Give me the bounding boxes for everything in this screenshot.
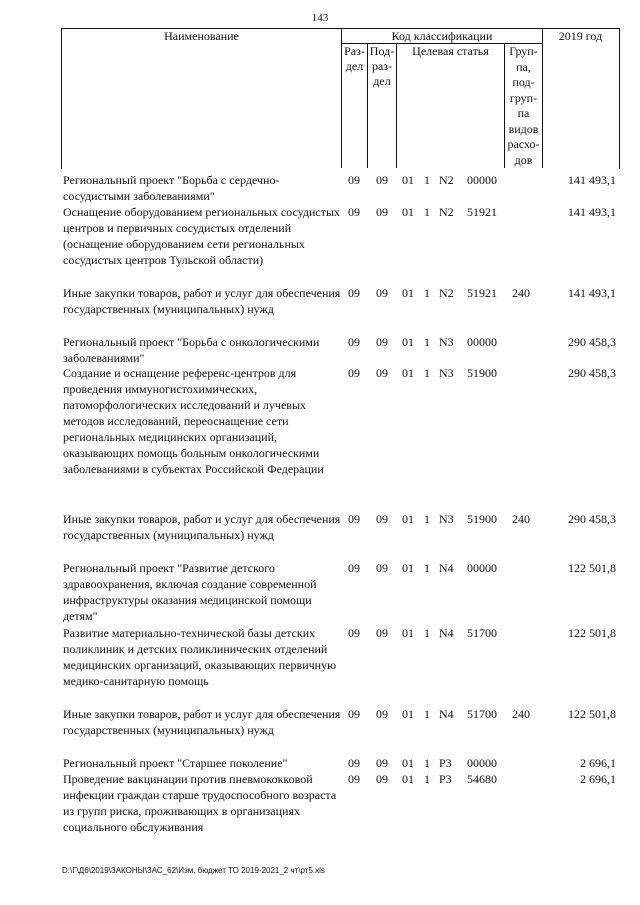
row-target-project: N3 <box>439 366 454 380</box>
row-name: Иные закупки товаров, работ и услуг для обеспечения государственных (муниципальных) нужд <box>63 286 341 316</box>
header-group: Груп- па, под- груп- па видов расхо- дов <box>507 44 540 167</box>
row-target-project: N2 <box>439 173 454 187</box>
row-target-subprogram: 1 <box>424 626 430 640</box>
row-name: Проведение вакцинации против пневмококковой инфекции граждан старше трудоспособного возраста из групп риска, проживающих в организациях социального обслуживания <box>63 772 337 834</box>
row-podrazdel: 09 <box>376 366 388 380</box>
row-target-code: 51700 <box>467 626 497 640</box>
row-podrazdel: 09 <box>376 512 388 526</box>
row-amount: 290 458,3 <box>568 512 616 526</box>
row-name: Региональный проект "Борьба с онкологическими заболеваниями" <box>63 335 320 365</box>
row-target-program: 01 <box>402 561 414 575</box>
row-target-project: N4 <box>439 626 454 640</box>
row-amount: 2 696,1 <box>580 756 616 770</box>
row-expense-group: 240 <box>512 512 530 526</box>
row-name: Оснащение оборудованием региональных сосудистых центров и первичных сосудистых отделений (оснащение оборудованием сети региональных сосудистых центров Тульской области) <box>63 205 341 267</box>
row-target-program: 01 <box>402 366 414 380</box>
row-podrazdel: 09 <box>376 626 388 640</box>
row-target-program: 01 <box>402 707 414 721</box>
row-amount: 141 493,1 <box>568 205 616 219</box>
row-name: Иные закупки товаров, работ и услуг для обеспечения государственных (муниципальных) нужд <box>63 707 341 737</box>
header-divider-year <box>542 28 543 168</box>
row-amount: 290 458,3 <box>568 366 616 380</box>
row-target-code: 51921 <box>467 205 497 219</box>
header-podrazdel: Под- раз- дел <box>369 44 395 88</box>
row-podrazdel: 09 <box>376 756 388 770</box>
header-year: 2019 год <box>558 29 603 43</box>
row-name: Развитие материально-технической базы детских поликлиник и детских поликлинических отделений медицинских организаций, оказывающих первичную медико-санитарную помощь <box>63 626 337 688</box>
row-podrazdel: 09 <box>376 286 388 300</box>
row-amount: 141 493,1 <box>568 286 616 300</box>
header-name: Наименование <box>164 29 239 43</box>
row-podrazdel: 09 <box>376 173 388 187</box>
row-target-subprogram: 1 <box>424 335 430 349</box>
row-amount: 2 696,1 <box>580 772 616 786</box>
row-target-project: N4 <box>439 561 454 575</box>
row-target-code: 51921 <box>467 286 497 300</box>
row-target-subprogram: 1 <box>424 173 430 187</box>
row-target-project: N2 <box>439 205 454 219</box>
row-target-program: 01 <box>402 173 414 187</box>
row-razdel: 09 <box>348 173 360 187</box>
row-target-code: 00000 <box>467 561 497 575</box>
row-podrazdel: 09 <box>376 707 388 721</box>
row-target-subprogram: 1 <box>424 512 430 526</box>
header-divider-podrazdel <box>396 43 397 168</box>
row-expense-group: 240 <box>512 286 530 300</box>
row-target-project: P3 <box>439 772 452 786</box>
row-podrazdel: 09 <box>376 335 388 349</box>
row-amount: 122 501,8 <box>568 707 616 721</box>
row-expense-group: 240 <box>512 707 530 721</box>
row-name: Региональный проект "Борьба с сердечно-сосудистыми заболеваниями" <box>63 173 280 203</box>
row-target-subprogram: 1 <box>424 561 430 575</box>
row-razdel: 09 <box>348 772 360 786</box>
row-podrazdel: 09 <box>376 205 388 219</box>
row-target-project: N2 <box>439 286 454 300</box>
row-razdel: 09 <box>348 512 360 526</box>
row-target-subprogram: 1 <box>424 707 430 721</box>
row-razdel: 09 <box>348 626 360 640</box>
row-target-project: N3 <box>439 335 454 349</box>
row-target-program: 01 <box>402 756 414 770</box>
row-target-subprogram: 1 <box>424 205 430 219</box>
row-target-subprogram: 1 <box>424 772 430 786</box>
row-target-code: 51700 <box>467 707 497 721</box>
page-number: 143 <box>311 12 329 24</box>
row-target-program: 01 <box>402 335 414 349</box>
row-name: Региональный проект "Развитие детского здравоохранения, включая создание современной инфраструктуры оказания медицинской помощи детям" <box>63 561 317 623</box>
row-razdel: 09 <box>348 756 360 770</box>
row-amount: 141 493,1 <box>568 173 616 187</box>
header-code-group: Код классификации <box>391 29 493 43</box>
row-target-program: 01 <box>402 626 414 640</box>
row-amount: 290 458,3 <box>568 335 616 349</box>
row-target-code: 51900 <box>467 512 497 526</box>
row-target-subprogram: 1 <box>424 286 430 300</box>
row-target-code: 00000 <box>467 756 497 770</box>
header-target: Целевая статья <box>412 44 489 58</box>
row-razdel: 09 <box>348 335 360 349</box>
row-target-code: 00000 <box>467 173 497 187</box>
row-target-code: 51900 <box>467 366 497 380</box>
row-name: Создание и оснащение референс-центров для проведения иммуногистохимических, патоморфологических исследований и лучевых методов исследований, переоснащение сети региональных медицинских организаций, оказывающих помощь больным онкологическими заболеваниями в субъектах Российской Федерации <box>63 366 324 476</box>
row-podrazdel: 09 <box>376 772 388 786</box>
row-target-program: 01 <box>402 205 414 219</box>
header-razdel: Раз- дел <box>344 44 365 73</box>
row-podrazdel: 09 <box>376 561 388 575</box>
row-name: Региональный проект "Старшее поколение" <box>63 756 288 770</box>
row-amount: 122 501,8 <box>568 561 616 575</box>
row-target-project: P3 <box>439 756 452 770</box>
row-razdel: 09 <box>348 286 360 300</box>
row-target-subprogram: 1 <box>424 366 430 380</box>
row-razdel: 09 <box>348 366 360 380</box>
file-path-footer: D:\Г\Д6\2019\ЗАКОНЫ\ЗАС_62\Изм. бюджет ТО 2019-2021_2 чт\рт5.xls <box>62 866 325 875</box>
row-name: Иные закупки товаров, работ и услуг для обеспечения государственных (муниципальных) нужд <box>63 512 341 542</box>
row-target-code: 00000 <box>467 335 497 349</box>
row-razdel: 09 <box>348 561 360 575</box>
row-target-project: N3 <box>439 512 454 526</box>
row-target-code: 54680 <box>467 772 497 786</box>
row-target-program: 01 <box>402 512 414 526</box>
row-razdel: 09 <box>348 205 360 219</box>
row-target-program: 01 <box>402 286 414 300</box>
row-target-program: 01 <box>402 772 414 786</box>
row-target-subprogram: 1 <box>424 756 430 770</box>
row-razdel: 09 <box>348 707 360 721</box>
row-amount: 122 501,8 <box>568 626 616 640</box>
row-target-project: N4 <box>439 707 454 721</box>
